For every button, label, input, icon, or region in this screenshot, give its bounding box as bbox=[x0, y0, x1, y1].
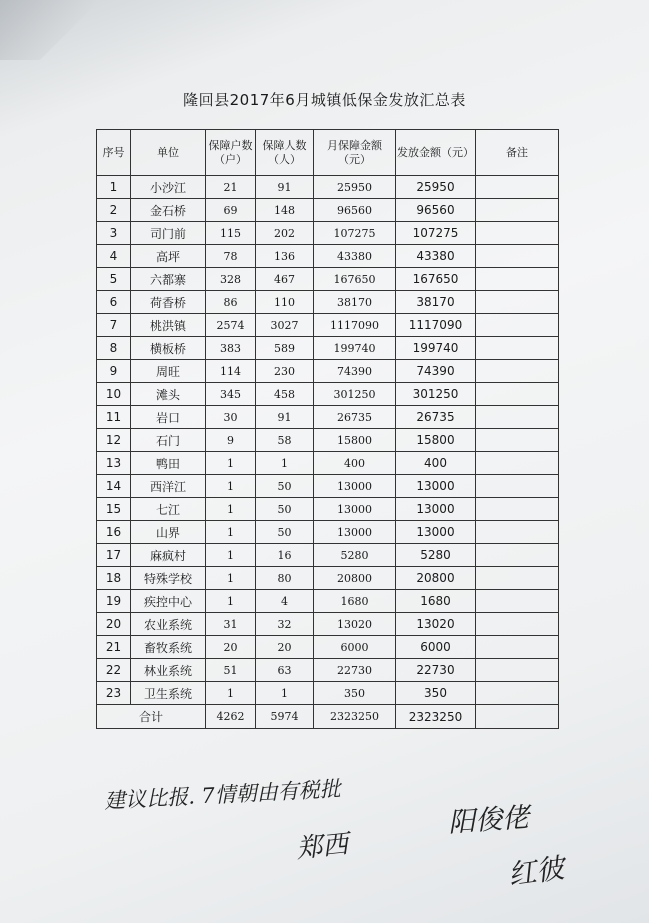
row-households: 2574 bbox=[206, 314, 256, 337]
table-row bbox=[97, 199, 559, 222]
row-households: 30 bbox=[206, 406, 256, 429]
row-remarks bbox=[476, 636, 559, 659]
table-row bbox=[97, 291, 559, 314]
row-seq: 20 bbox=[97, 613, 131, 636]
row-unit: 麻疯村 bbox=[131, 544, 206, 567]
table-row bbox=[97, 544, 559, 567]
row-seq: 11 bbox=[97, 406, 131, 429]
row-persons: 136 bbox=[256, 245, 314, 268]
total-remarks bbox=[476, 705, 559, 729]
row-remarks bbox=[476, 544, 559, 567]
table-row bbox=[97, 314, 559, 337]
table-row bbox=[97, 429, 559, 452]
row-households: 1 bbox=[206, 521, 256, 544]
row-unit: 特殊学校 bbox=[131, 567, 206, 590]
row-households: 1 bbox=[206, 544, 256, 567]
table-row bbox=[97, 222, 559, 245]
row-paid-amount: 301250 bbox=[396, 383, 476, 406]
row-households: 1 bbox=[206, 590, 256, 613]
row-households: 69 bbox=[206, 199, 256, 222]
row-paid-amount: 26735 bbox=[396, 406, 476, 429]
row-paid-amount: 167650 bbox=[396, 268, 476, 291]
row-persons: 1 bbox=[256, 452, 314, 475]
row-remarks bbox=[476, 199, 559, 222]
handwritten-approval-note: 建议比报. 7情朝由有税批 bbox=[103, 776, 342, 814]
row-households: 86 bbox=[206, 291, 256, 314]
table-row bbox=[97, 567, 559, 590]
row-remarks bbox=[476, 406, 559, 429]
col-header-monthly-amount: 月保障金额（元） bbox=[314, 130, 396, 176]
row-seq: 9 bbox=[97, 360, 131, 383]
row-seq: 19 bbox=[97, 590, 131, 613]
row-seq: 6 bbox=[97, 291, 131, 314]
row-unit: 司门前 bbox=[131, 222, 206, 245]
row-monthly-amount: 13000 bbox=[314, 498, 396, 521]
row-paid-amount: 5280 bbox=[396, 544, 476, 567]
row-seq: 15 bbox=[97, 498, 131, 521]
row-persons: 4 bbox=[256, 590, 314, 613]
row-unit: 六都寨 bbox=[131, 268, 206, 291]
table-row bbox=[97, 659, 559, 682]
row-seq: 23 bbox=[97, 682, 131, 705]
row-monthly-amount: 20800 bbox=[314, 567, 396, 590]
row-paid-amount: 13020 bbox=[396, 613, 476, 636]
total-row bbox=[97, 705, 559, 729]
row-monthly-amount: 5280 bbox=[314, 544, 396, 567]
row-persons: 110 bbox=[256, 291, 314, 314]
table-row bbox=[97, 360, 559, 383]
row-monthly-amount: 199740 bbox=[314, 337, 396, 360]
row-unit: 高坪 bbox=[131, 245, 206, 268]
row-unit: 石门 bbox=[131, 429, 206, 452]
row-paid-amount: 15800 bbox=[396, 429, 476, 452]
row-monthly-amount: 400 bbox=[314, 452, 396, 475]
row-persons: 458 bbox=[256, 383, 314, 406]
row-remarks bbox=[476, 613, 559, 636]
row-monthly-amount: 26735 bbox=[314, 406, 396, 429]
row-remarks bbox=[476, 452, 559, 475]
handwritten-signature-2: 阳俊佬 bbox=[447, 802, 531, 839]
row-persons: 63 bbox=[256, 659, 314, 682]
table-row bbox=[97, 682, 559, 705]
header-row bbox=[97, 130, 559, 176]
row-paid-amount: 6000 bbox=[396, 636, 476, 659]
folded-corner bbox=[0, 0, 120, 60]
row-households: 114 bbox=[206, 360, 256, 383]
table-row bbox=[97, 452, 559, 475]
row-paid-amount: 400 bbox=[396, 452, 476, 475]
row-unit: 荷香桥 bbox=[131, 291, 206, 314]
row-seq: 12 bbox=[97, 429, 131, 452]
row-unit: 卫生系统 bbox=[131, 682, 206, 705]
row-persons: 20 bbox=[256, 636, 314, 659]
row-unit: 西洋江 bbox=[131, 475, 206, 498]
row-unit: 林业系统 bbox=[131, 659, 206, 682]
row-remarks bbox=[476, 337, 559, 360]
table-row bbox=[97, 475, 559, 498]
row-seq: 8 bbox=[97, 337, 131, 360]
total-persons: 5974 bbox=[256, 705, 314, 729]
row-monthly-amount: 43380 bbox=[314, 245, 396, 268]
row-monthly-amount: 13020 bbox=[314, 613, 396, 636]
col-header-unit: 单位 bbox=[131, 130, 206, 176]
row-unit: 七江 bbox=[131, 498, 206, 521]
row-paid-amount: 74390 bbox=[396, 360, 476, 383]
row-paid-amount: 350 bbox=[396, 682, 476, 705]
row-remarks bbox=[476, 360, 559, 383]
row-seq: 7 bbox=[97, 314, 131, 337]
row-monthly-amount: 25950 bbox=[314, 176, 396, 199]
row-persons: 91 bbox=[256, 176, 314, 199]
col-header-households: 保障户数（户） bbox=[206, 130, 256, 176]
row-remarks bbox=[476, 429, 559, 452]
row-unit: 畜牧系统 bbox=[131, 636, 206, 659]
table-row bbox=[97, 176, 559, 199]
total-label: 合计 bbox=[97, 705, 206, 729]
total-households: 4262 bbox=[206, 705, 256, 729]
row-households: 31 bbox=[206, 613, 256, 636]
row-paid-amount: 43380 bbox=[396, 245, 476, 268]
row-monthly-amount: 107275 bbox=[314, 222, 396, 245]
row-unit: 周旺 bbox=[131, 360, 206, 383]
row-unit: 滩头 bbox=[131, 383, 206, 406]
row-households: 1 bbox=[206, 452, 256, 475]
row-seq: 3 bbox=[97, 222, 131, 245]
row-remarks bbox=[476, 383, 559, 406]
row-seq: 4 bbox=[97, 245, 131, 268]
row-remarks bbox=[476, 659, 559, 682]
table-row bbox=[97, 337, 559, 360]
row-persons: 91 bbox=[256, 406, 314, 429]
row-seq: 16 bbox=[97, 521, 131, 544]
row-paid-amount: 13000 bbox=[396, 521, 476, 544]
row-monthly-amount: 38170 bbox=[314, 291, 396, 314]
row-remarks bbox=[476, 567, 559, 590]
row-households: 383 bbox=[206, 337, 256, 360]
row-paid-amount: 38170 bbox=[396, 291, 476, 314]
row-paid-amount: 22730 bbox=[396, 659, 476, 682]
row-persons: 467 bbox=[256, 268, 314, 291]
table-row bbox=[97, 268, 559, 291]
table-row bbox=[97, 521, 559, 544]
row-seq: 10 bbox=[97, 383, 131, 406]
row-paid-amount: 96560 bbox=[396, 199, 476, 222]
row-unit: 山界 bbox=[131, 521, 206, 544]
row-remarks bbox=[476, 268, 559, 291]
row-remarks bbox=[476, 291, 559, 314]
row-paid-amount: 13000 bbox=[396, 475, 476, 498]
row-seq: 13 bbox=[97, 452, 131, 475]
row-unit: 小沙江 bbox=[131, 176, 206, 199]
row-paid-amount: 1680 bbox=[396, 590, 476, 613]
row-unit: 农业系统 bbox=[131, 613, 206, 636]
row-remarks bbox=[476, 176, 559, 199]
row-households: 20 bbox=[206, 636, 256, 659]
row-paid-amount: 107275 bbox=[396, 222, 476, 245]
table-row bbox=[97, 498, 559, 521]
row-monthly-amount: 22730 bbox=[314, 659, 396, 682]
row-persons: 16 bbox=[256, 544, 314, 567]
row-remarks bbox=[476, 222, 559, 245]
row-monthly-amount: 1117090 bbox=[314, 314, 396, 337]
row-remarks bbox=[476, 521, 559, 544]
row-persons: 3027 bbox=[256, 314, 314, 337]
row-monthly-amount: 74390 bbox=[314, 360, 396, 383]
row-paid-amount: 25950 bbox=[396, 176, 476, 199]
row-unit: 桃洪镇 bbox=[131, 314, 206, 337]
row-unit: 疾控中心 bbox=[131, 590, 206, 613]
row-paid-amount: 13000 bbox=[396, 498, 476, 521]
row-seq: 1 bbox=[97, 176, 131, 199]
row-remarks bbox=[476, 475, 559, 498]
table-row bbox=[97, 245, 559, 268]
row-persons: 589 bbox=[256, 337, 314, 360]
row-seq: 18 bbox=[97, 567, 131, 590]
row-households: 328 bbox=[206, 268, 256, 291]
row-persons: 230 bbox=[256, 360, 314, 383]
handwritten-signature-1: 郑西 bbox=[294, 829, 350, 865]
row-households: 78 bbox=[206, 245, 256, 268]
row-monthly-amount: 15800 bbox=[314, 429, 396, 452]
row-monthly-amount: 13000 bbox=[314, 521, 396, 544]
row-persons: 50 bbox=[256, 475, 314, 498]
row-households: 1 bbox=[206, 682, 256, 705]
row-monthly-amount: 13000 bbox=[314, 475, 396, 498]
row-remarks bbox=[476, 498, 559, 521]
total-monthly-amount: 2323250 bbox=[314, 705, 396, 729]
row-paid-amount: 199740 bbox=[396, 337, 476, 360]
table-row bbox=[97, 406, 559, 429]
document-title: 隆回县2017年6月城镇低保金发放汇总表 bbox=[183, 91, 466, 109]
row-persons: 50 bbox=[256, 498, 314, 521]
row-households: 1 bbox=[206, 498, 256, 521]
allowance-summary-table bbox=[96, 129, 559, 729]
col-header-persons: 保障人数（人） bbox=[256, 130, 314, 176]
total-paid-amount: 2323250 bbox=[396, 705, 476, 729]
row-remarks bbox=[476, 682, 559, 705]
table-row bbox=[97, 590, 559, 613]
row-remarks bbox=[476, 590, 559, 613]
row-persons: 202 bbox=[256, 222, 314, 245]
row-unit: 岩口 bbox=[131, 406, 206, 429]
row-unit: 横板桥 bbox=[131, 337, 206, 360]
row-households: 21 bbox=[206, 176, 256, 199]
row-monthly-amount: 96560 bbox=[314, 199, 396, 222]
row-households: 51 bbox=[206, 659, 256, 682]
row-households: 1 bbox=[206, 567, 256, 590]
row-persons: 50 bbox=[256, 521, 314, 544]
row-seq: 5 bbox=[97, 268, 131, 291]
row-unit: 金石桥 bbox=[131, 199, 206, 222]
row-monthly-amount: 350 bbox=[314, 682, 396, 705]
row-remarks bbox=[476, 245, 559, 268]
table-row bbox=[97, 636, 559, 659]
row-persons: 32 bbox=[256, 613, 314, 636]
row-households: 115 bbox=[206, 222, 256, 245]
row-seq: 21 bbox=[97, 636, 131, 659]
col-header-seq: 序号 bbox=[97, 130, 131, 176]
row-remarks bbox=[476, 314, 559, 337]
row-monthly-amount: 167650 bbox=[314, 268, 396, 291]
handwritten-signature-3: 红彼 bbox=[506, 851, 567, 892]
row-households: 345 bbox=[206, 383, 256, 406]
row-persons: 148 bbox=[256, 199, 314, 222]
row-households: 9 bbox=[206, 429, 256, 452]
row-monthly-amount: 6000 bbox=[314, 636, 396, 659]
col-header-remarks: 备注 bbox=[476, 130, 559, 176]
row-unit: 鸭田 bbox=[131, 452, 206, 475]
col-header-paid-amount: 发放金额（元） bbox=[396, 130, 476, 176]
table-row bbox=[97, 383, 559, 406]
row-households: 1 bbox=[206, 475, 256, 498]
table-row bbox=[97, 613, 559, 636]
row-seq: 17 bbox=[97, 544, 131, 567]
row-seq: 14 bbox=[97, 475, 131, 498]
row-paid-amount: 20800 bbox=[396, 567, 476, 590]
row-monthly-amount: 301250 bbox=[314, 383, 396, 406]
row-paid-amount: 1117090 bbox=[396, 314, 476, 337]
row-persons: 58 bbox=[256, 429, 314, 452]
row-seq: 2 bbox=[97, 199, 131, 222]
row-seq: 22 bbox=[97, 659, 131, 682]
row-persons: 80 bbox=[256, 567, 314, 590]
row-monthly-amount: 1680 bbox=[314, 590, 396, 613]
row-persons: 1 bbox=[256, 682, 314, 705]
